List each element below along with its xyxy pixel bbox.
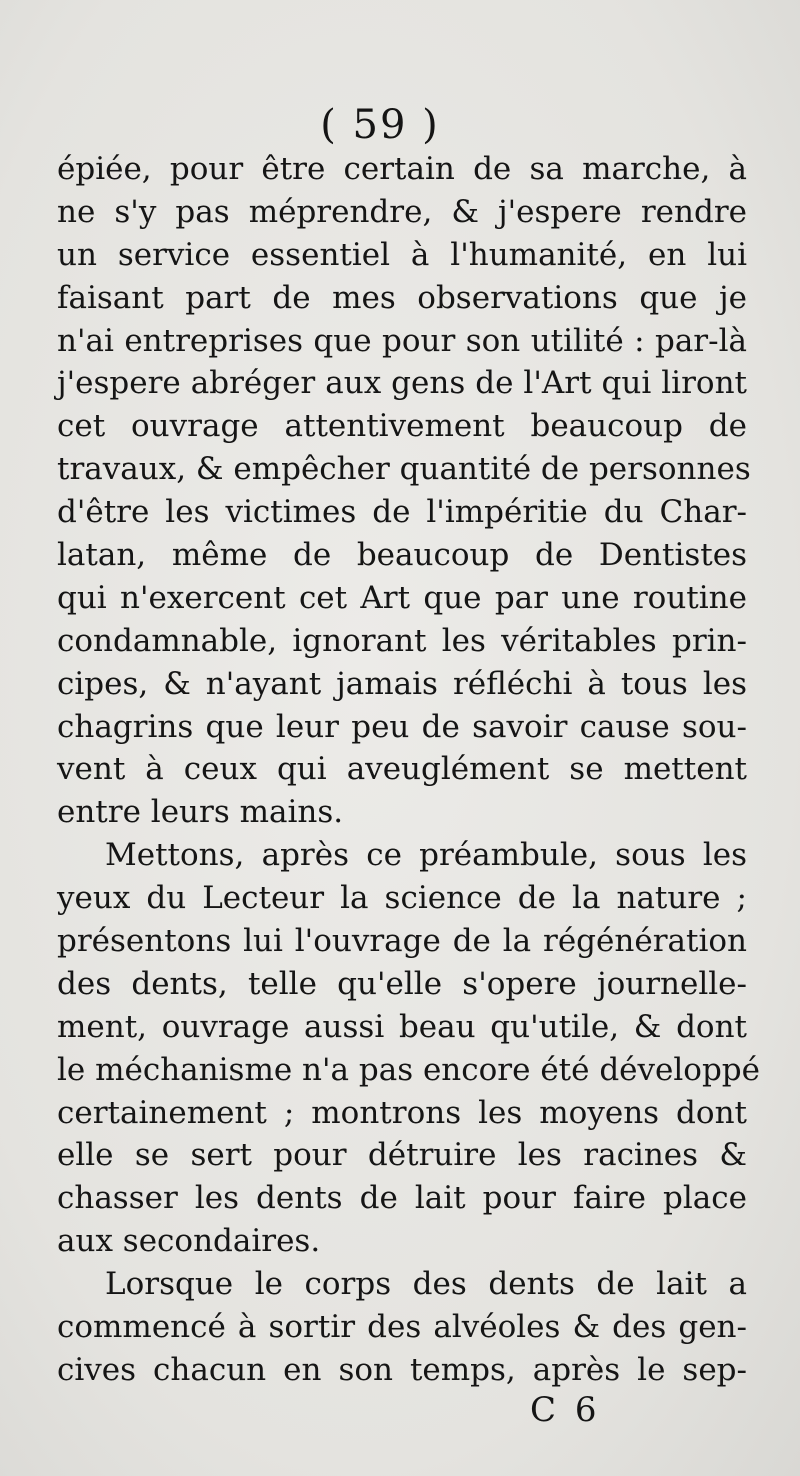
text-line: d'être les victimes de l'impéritie du Char- (57, 494, 747, 531)
text-line: présentons lui l'ouvrage de la régénération (57, 923, 747, 960)
text-line: vent à ceux qui aveuglément se mettent (57, 751, 747, 788)
paragraph-start-line: Mettons, après ce préambule, sous les (105, 837, 747, 874)
text-line: j'espere abréger aux gens de l'Art qui liront (57, 365, 747, 402)
paragraph-end-line: entre leurs mains. (57, 794, 344, 831)
text-line: yeux du Lecteur la science de la nature ; (57, 880, 747, 917)
text-line: ne s'y pas méprendre, & j'espere rendre (57, 193, 747, 230)
text-line: le méchanisme n'a pas encore été développé (57, 1051, 760, 1088)
signature-mark: C 6 (530, 1390, 601, 1430)
text-line: chagrins que leur peu de savoir cause sou- (57, 708, 747, 745)
text-line: cet ouvrage attentivement beaucoup de (57, 408, 747, 445)
text-line: faisant part de mes observations que je (57, 279, 747, 316)
text-line: épiée, pour être certain de sa marche, à (57, 151, 747, 187)
text-line: latan, même de beaucoup de Dentistes (57, 537, 747, 574)
text-line: condamnable, ignorant les véritables prin- (57, 622, 747, 659)
page-number: ( 59 ) (320, 102, 440, 148)
text-line: des dents, telle qu'elle s'opere journelle- (57, 965, 747, 1002)
body-text (57, 148, 760, 1392)
text-line: cipes, & n'ayant jamais réfléchi à tous les (57, 665, 747, 702)
text-line: travaux, & empêcher quantité de personnes (57, 451, 751, 488)
text-line: ment, ouvrage aussi beau qu'utile, & dont (57, 1008, 747, 1045)
text-line: un service essentiel à l'humanité, en lui (57, 236, 747, 273)
text-line: certainement ; montrons les moyens dont (57, 1094, 747, 1131)
text-line: qui n'exercent cet Art que par une routine (57, 579, 747, 616)
text-line: commencé à sortir des alvéoles & des gen- (57, 1309, 747, 1346)
text-line: n'ai entreprises que pour son utilité : par-là (57, 322, 747, 359)
text-line: elle se sert pour détruire les racines & (57, 1137, 747, 1174)
text-line: cives chacun en son temps, après le sep- (57, 1351, 747, 1388)
paragraph-end-line: aux secondaires. (57, 1223, 321, 1260)
text-line: chasser les dents de lait pour faire place (57, 1180, 747, 1217)
paragraph-start-line: Lorsque le corps des dents de lait a (105, 1266, 747, 1303)
